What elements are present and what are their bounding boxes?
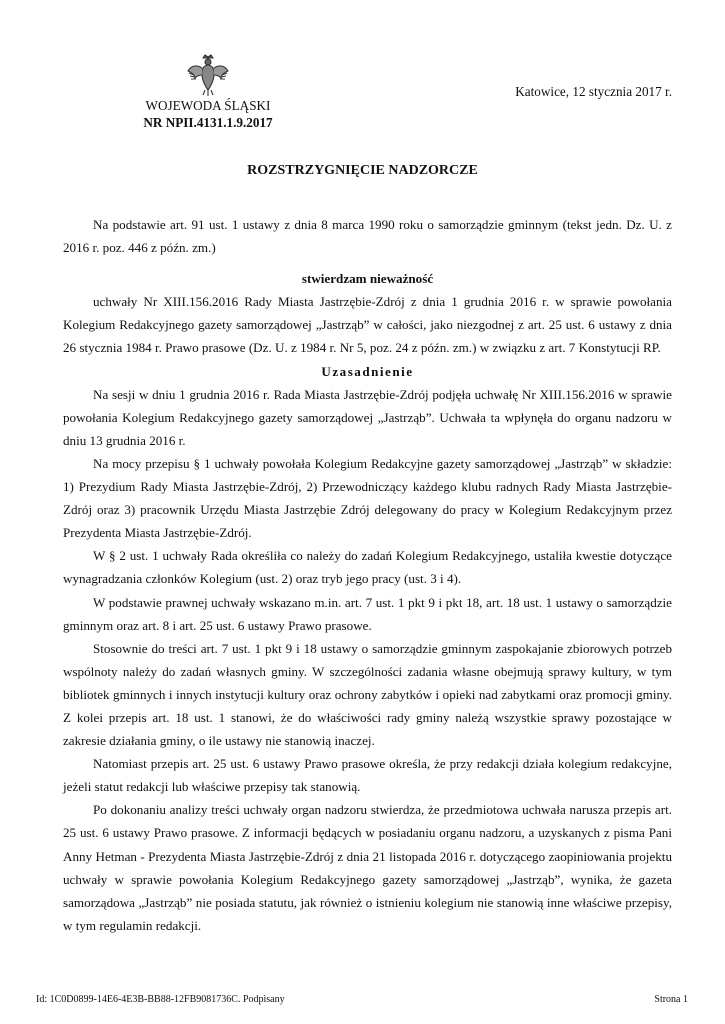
- document-title: ROZSTRZYGNIĘCIE NADZORCZE: [247, 163, 478, 178]
- issuer-block: [118, 97, 298, 131]
- justification-paragraph: Stosownie do treści art. 7 ust. 1 pkt 9 i 18 ustawy o samorządzie gminnym zaspokajanie zbiorowych potrzeb wspólnoty należy do zadań własnych gminy. W szczególności zadania własne obejmują sprawy kultury, w tym bibliotek gminnych i innych instytucji kultury oraz ochrony zabytków i opieki nad zabytkami oraz promocji gminy. Z kolei przepis art. 18 ust. 1 stanowi, że do właściwości rady gminy należą wszystkie sprawy pozostające w zakresie działania gminy, o ile ustawy nie stanowią inaczej.: [63, 640, 672, 749]
- eagle-emblem-icon: [185, 52, 231, 98]
- justification-paragraph: Na mocy przepisu § 1 uchwały powołała Kolegium Redakcyjne gazety samorządowej „Jastrząb” w składzie: 1) Prezydium Rady Miasta Jastrzębie-Zdrój, 2) Przewodniczący każdego klubu radnych Rady Miasta Jastrzębie-Zdrój oraz 3) pracownik Urzędu Miasta Jastrzębie Zdrój delegowany do pracy w Kolegium Redakcyjnym przez Prezydenta Miasta Jastrzębie-Zdrój.: [63, 455, 672, 541]
- reference-number: NR NPII.4131.1.9.2017: [143, 115, 273, 130]
- intro-paragraph: Na podstawie art. 91 ust. 1 ustawy z dnia 8 marca 1990 roku o samorządzie gminnym (tekst jedn. Dz. U. z 2016 r. poz. 446 z późn. zm.): [63, 217, 672, 256]
- issuer-office: WOJEWODA ŚLĄSKI: [145, 98, 271, 113]
- decision-paragraph: uchwały Nr XIII.156.2016 Rady Miasta Jastrzębie-Zdrój z dnia 1 grudnia 2016 r. w sprawie powołania Kolegium Redakcyjnego gazety samorządowej „Jastrząb” w całości, jako niezgodnej z art. 25 ust. 6 ustawy z dnia 26 stycznia 1984 r. Prawo prasowe (Dz. U. z 1984 r. Nr 5, poz. 24 z późn. zm.) w związku z art. 7 Konstytucji RP.: [63, 294, 672, 356]
- justification-paragraph: Po dokonaniu analizy treści uchwały organ nadzoru stwierdza, że przedmiotowa uchwała narusza przepis art. 25 ust. 6 ustawy Prawo prasowe. Z informacji będących w posiadaniu organu nadzoru, a uzyskanych z pisma Pani Anny Hetman - Prezydenta Miasta Jastrzębie-Zdrój z dnia 21 listopada 2016 r. dotyczącego zaopiniowania projektu uchwały w sprawie powołania Kolegium Redakcyjnego gazety samorządowej „Jastrząb”, wynika, że gazeta samorządowa „Jastrząb” nie posiada statutu, jak również o istnieniu kolegium nie stanowią inne właściwe przepisy, w tym regulamin redakcji.: [63, 802, 672, 933]
- justification-paragraph: Na sesji w dniu 1 grudnia 2016 r. Rada Miasta Jastrzębie-Zdrój podjęła uchwałę Nr XIII.156.2016 w sprawie powołania Kolegium Redakcyjnego gazety samorządowej „Jastrząb”. Uchwała ta wpłynęła do organu nadzoru w dniu 13 grudnia 2016 r.: [63, 386, 672, 448]
- document-id: Id: 1C0D0899-14E6-4E3B-BB88-12FB9081736C. Podpisany: [36, 994, 285, 1005]
- justification-paragraph: W § 2 ust. 1 uchwały Rada określiła co należy do zadań Kolegium Redakcyjnego, ustaliła kwestie dotyczące wynagradzania członków Kolegium (ust. 2) oraz tryb jego pracy (ust. 3 i 4).: [63, 548, 672, 587]
- document-body: [63, 213, 672, 937]
- decision-heading: stwierdzam nieważność: [301, 271, 434, 287]
- justification-paragraph: Natomiast przepis art. 25 ust. 6 ustawy Prawo prasowe określa, że przy redakcji działa kolegium redakcyjne, jeżeli statut redakcji lub właściwe przepisy tak stanowią.: [63, 756, 672, 795]
- justification-heading: Uzasadnienie: [321, 363, 414, 379]
- document-date: Katowice, 12 stycznia 2017 r.: [515, 84, 672, 99]
- justification-paragraph: W podstawie prawnej uchwały wskazano m.in. art. 7 ust. 1 pkt 9 i pkt 18, art. 18 ust. 1 ustawy o samorządzie gminnym oraz art. 8 i art. 25 ust. 6 ustawy Prawo prasowe.: [63, 594, 672, 633]
- page-number: Strona 1: [654, 994, 688, 1005]
